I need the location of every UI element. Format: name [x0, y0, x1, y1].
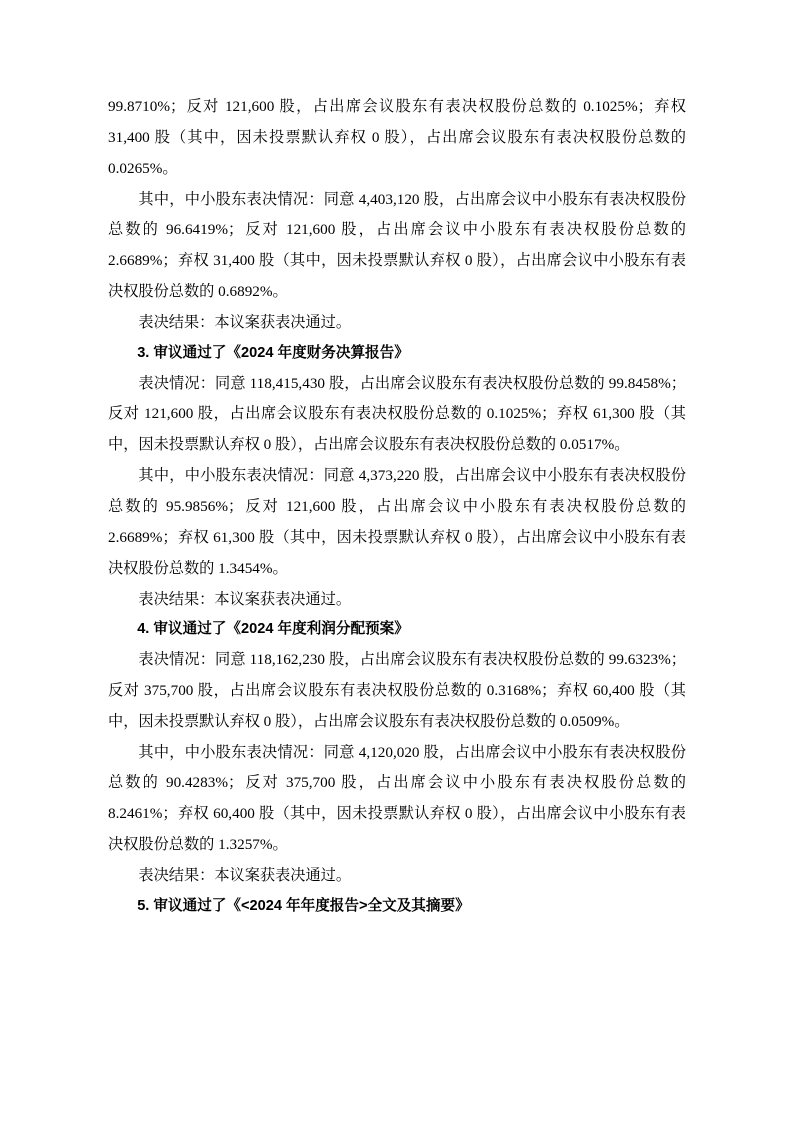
paragraph-vote-detail-3: 表决情况：同意 118,415,430 股，占出席会议股东有表决权股份总数的 99.8458%；反对 121,600 股，占出席会议股东有表决权股份总数的 0.1025%；弃权 61,300 股（其中，因未投票默认弃权 0 股），占出席会议股东有表决权股份总数的 0.0517%。 — [108, 374, 686, 454]
paragraph-vote-result-4: 表决结果：本议案获表决通过。 — [138, 867, 352, 885]
paragraph-minority-shareholders-vote-4: 其中，中小股东表决情况：同意 4,120,020 股，占出席会议中小股东有表决权股份总数的 90.4283%；反对 375,700 股，占出席会议中小股东有表决权股份总数的 8.2461%；弃权 60,400 股（其中，因未投票默认弃权 0 股），占出席会议中小股东有表决权股份总数的 1.3257%。 — [108, 743, 686, 854]
heading-proposal-3: 3. 审议通过了《2024 年度财务决算报告》 — [137, 344, 409, 361]
paragraph-vote-detail-4: 表决情况：同意 118,162,230 股，占出席会议股东有表决权股份总数的 99.6323%；反对 375,700 股，占出席会议股东有表决权股份总数的 0.3168%；弃权 60,400 股（其中，因未投票默认弃权 0 股），占出席会议股东有表决权股份总数的 0.0509%。 — [108, 651, 686, 730]
paragraph-minority-shareholders-vote-3: 其中，中小股东表决情况：同意 4,373,220 股，占出席会议中小股东有表决权股份总数的 95.9856%；反对 121,600 股，占出席会议中小股东有表决权股份总数的 2.6689%；弃权 61,300 股（其中，因未投票默认弃权 0 股），占出席会议中小股东有表决权股份总数的 1.3454%。 — [108, 467, 686, 577]
heading-proposal-5: 5. 审议通过了《<2024 年年度报告>全文及其摘要》 — [137, 897, 470, 914]
paragraph-vote-result-2: 表决结果：本议案获表决通过。 — [138, 314, 352, 332]
paragraph-vote-result-3: 表决结果：本议案获表决通过。 — [138, 590, 352, 608]
paragraph-vote-detail-continuation: 99.8710%；反对 121,600 股，占出席会议股东有表决权股份总数的 0.1025%；弃权 31,400 股（其中，因未投票默认弃权 0 股），占出席会议股东有表决权股份总数的 0.0265%。 — [108, 98, 686, 177]
paragraph-minority-shareholders-vote-2: 其中，中小股东表决情况：同意 4,403,120 股，占出席会议中小股东有表决权股份总数的 96.6419%；反对 121,600 股，占出席会议中小股东有表决权股份总数的 2.6689%；弃权 31,400 股（其中，因未投票默认弃权 0 股），占出席会议中小股东有表决权股份总数的 0.6892%。 — [108, 190, 686, 301]
document-body — [108, 92, 686, 922]
heading-proposal-4: 4. 审议通过了《2024 年度利润分配预案》 — [137, 621, 409, 638]
